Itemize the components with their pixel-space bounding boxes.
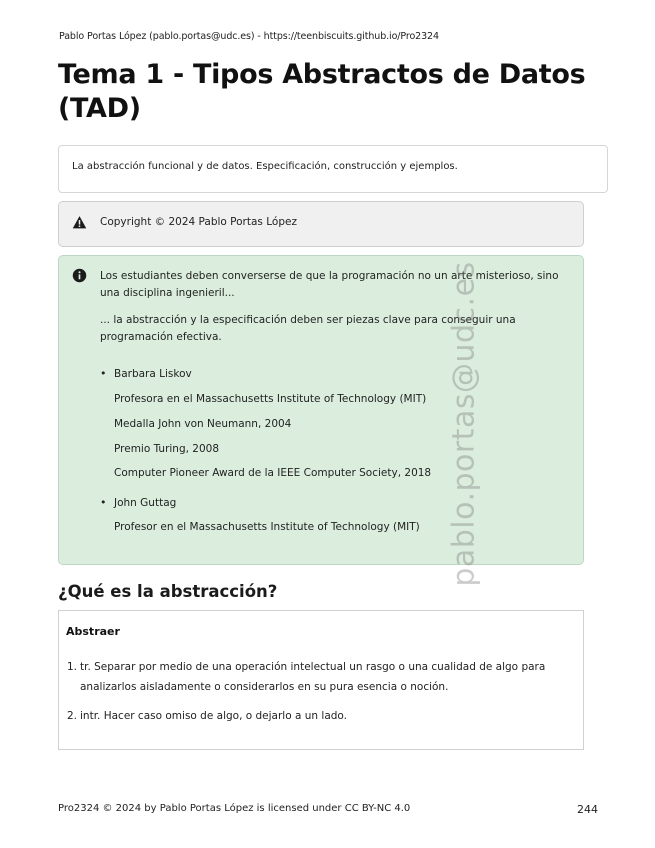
person-detail: Premio Turing, 2008 bbox=[114, 443, 220, 455]
bullet-icon: • bbox=[100, 496, 107, 509]
person-detail: Profesora en el Massachusetts Institute of Technology (MIT) bbox=[114, 393, 427, 405]
copyright-callout bbox=[58, 201, 584, 247]
lead-text: La abstracción funcional y de datos. Especificación, construcción y ejemplos. bbox=[72, 161, 458, 172]
lead-box bbox=[58, 145, 608, 193]
person-name: Barbara Liskov bbox=[114, 368, 192, 380]
page-title: Tema 1 - Tipos Abstractos de Datos (TAD) bbox=[58, 59, 586, 124]
copyright-text: Copyright © 2024 Pablo Portas López bbox=[100, 216, 297, 228]
info-paragraph: ... la abstracción y la especificación deben ser piezas clave para conseguir una programación efectiva. bbox=[100, 314, 516, 343]
page-number: 244 bbox=[577, 803, 598, 816]
person-detail: Medalla John von Neumann, 2004 bbox=[114, 418, 292, 430]
definition-number: 2. bbox=[67, 710, 78, 722]
definition-text: intr. Hacer caso omiso de algo, o dejarlo a un lado. bbox=[80, 710, 348, 722]
warning-icon bbox=[72, 215, 87, 230]
section-heading: ¿Qué es la abstracción? bbox=[58, 582, 278, 601]
person-detail: Computer Pioneer Award de la IEEE Computer Society, 2018 bbox=[114, 467, 432, 479]
footer-license: Pro2324 © 2024 by Pablo Portas López is licensed under CC BY-NC 4.0 bbox=[58, 803, 411, 814]
header-attribution: Pablo Portas López (pablo.portas@udc.es) - https://teenbiscuits.github.io/Pro2324 bbox=[59, 31, 439, 42]
info-icon bbox=[72, 268, 87, 283]
definition-box bbox=[58, 610, 584, 750]
info-callout bbox=[58, 255, 584, 565]
definition-text: tr. Separar por medio de una operación intelectual un rasgo o una cualidad de algo para analizarlos aisladamente o considerarlos en su pura esencia o noción. bbox=[80, 661, 546, 693]
definition-title: Abstraer bbox=[66, 625, 120, 638]
watermark: pablo.portas@udc.es bbox=[446, 261, 482, 587]
definition-number: 1. bbox=[67, 661, 78, 673]
definition-item bbox=[67, 657, 577, 697]
bullet-icon: • bbox=[100, 367, 107, 380]
info-paragraph: Los estudiantes deben converserse de que la programación no un arte misterioso, sino una disciplina ingenieril... bbox=[100, 270, 559, 299]
definition-item bbox=[67, 706, 577, 726]
person-name: John Guttag bbox=[114, 497, 177, 509]
person-detail: Profesor en el Massachusetts Institute of Technology (MIT) bbox=[114, 521, 420, 533]
